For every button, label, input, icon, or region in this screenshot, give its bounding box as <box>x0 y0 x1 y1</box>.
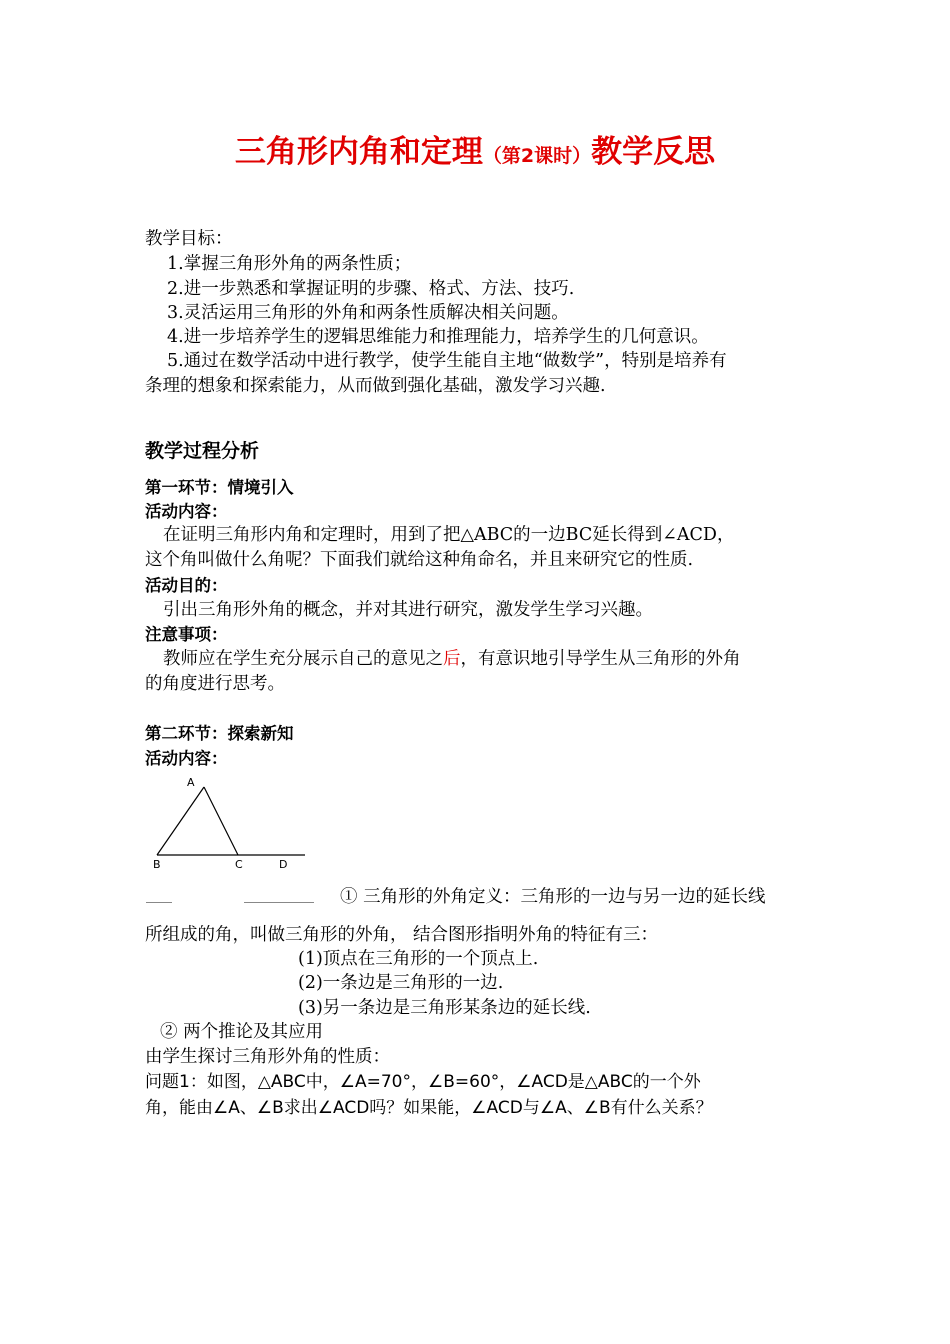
process-heading: 教学过程分析 <box>145 440 260 462</box>
page-title <box>0 128 950 180</box>
label-b: B <box>153 858 161 871</box>
stage1-content-label: 活动内容： <box>145 502 228 521</box>
label-d: D <box>279 858 288 871</box>
question1-line2: 角，能由∠A、∠B求出∠ACD吗？如果能，∠ACD与∠A、∠B有什么关系？ <box>145 1098 713 1118</box>
stage1-notes-label: 注意事项： <box>145 625 228 644</box>
objective-item-5: 5.通过在数学活动中进行教学，使学生能自主地“做数学”，特别是培养有 <box>167 351 727 371</box>
objectives-heading: 教学目标： <box>145 229 233 249</box>
side-ac <box>204 787 238 855</box>
feature-2: (2)一条边是三角形的一边. <box>298 973 504 993</box>
blank-rule-2 <box>244 902 314 903</box>
notes-text-b: ，有意识地引导学生从三角形的外角 <box>460 649 741 669</box>
label-c: C <box>235 858 243 871</box>
objective-item-3: 3.灵活运用三角形的外角和两条性质解决相关问题。 <box>167 303 569 323</box>
question1-line1: 问题1：如图，△ABC中，∠A=70°，∠B=60°，∠ACD是△ABC的一个外 <box>145 1072 701 1092</box>
objective-item-5-cont: 条理的想象和探索能力，从而做到强化基础，激发学习兴趣. <box>145 376 606 396</box>
definition-line2: 所组成的角，叫做三角形的外角， 结合图形指明外角的特征有三： <box>145 925 659 945</box>
feature-3: (3)另一条边是三角形某条边的延长线. <box>298 998 591 1018</box>
feature-1: (1)顶点在三角形的一个顶点上. <box>298 949 539 969</box>
corollary-heading: ② 两个推论及其应用 <box>160 1022 324 1042</box>
stage1-notes-line1 <box>163 647 741 672</box>
title-main: 三角形内角和定理 <box>234 134 483 170</box>
title-tail: 教学反思 <box>591 134 716 170</box>
stage1-content-line1: 在证明三角形内角和定理时，用到了把△ABC的一边BC延长得到∠ACD， <box>163 525 735 545</box>
stage1-purpose: 引出三角形外角的概念，并对其进行研究，激发学生学习兴趣。 <box>163 600 653 620</box>
blank-rule-1 <box>146 902 172 903</box>
stage2-heading: 第二环节：探索新知 <box>145 724 294 743</box>
notes-red-char: 后 <box>443 649 461 669</box>
objective-item-1: 1.掌握三角形外角的两条性质； <box>167 254 412 274</box>
definition-line1: ① 三角形的外角定义：三角形的一边与另一边的延长线 <box>340 887 766 907</box>
stage1-heading: 第一环节：情境引入 <box>145 478 294 497</box>
stage1-content-line2: 这个角叫做什么角呢？下面我们就给这种角命名，并且来研究它的性质. <box>145 550 694 570</box>
triangle-figure <box>140 774 315 874</box>
objective-item-4: 4.进一步培养学生的逻辑思维能力和推理能力，培养学生的几何意识。 <box>167 327 709 347</box>
title-sub: （第2课时） <box>482 145 592 167</box>
side-ab <box>157 787 204 855</box>
label-a: A <box>187 776 195 789</box>
explore-line: 由学生探讨三角形外角的性质： <box>145 1047 390 1067</box>
notes-text-a: 教师应在学生充分展示自己的意见之 <box>163 649 443 669</box>
stage2-content-label: 活动内容： <box>145 749 228 768</box>
objective-item-2: 2.进一步熟悉和掌握证明的步骤、格式、方法、技巧. <box>167 279 575 299</box>
stage1-notes-line2: 的角度进行思考。 <box>145 674 285 694</box>
stage1-purpose-label: 活动目的： <box>145 576 228 595</box>
